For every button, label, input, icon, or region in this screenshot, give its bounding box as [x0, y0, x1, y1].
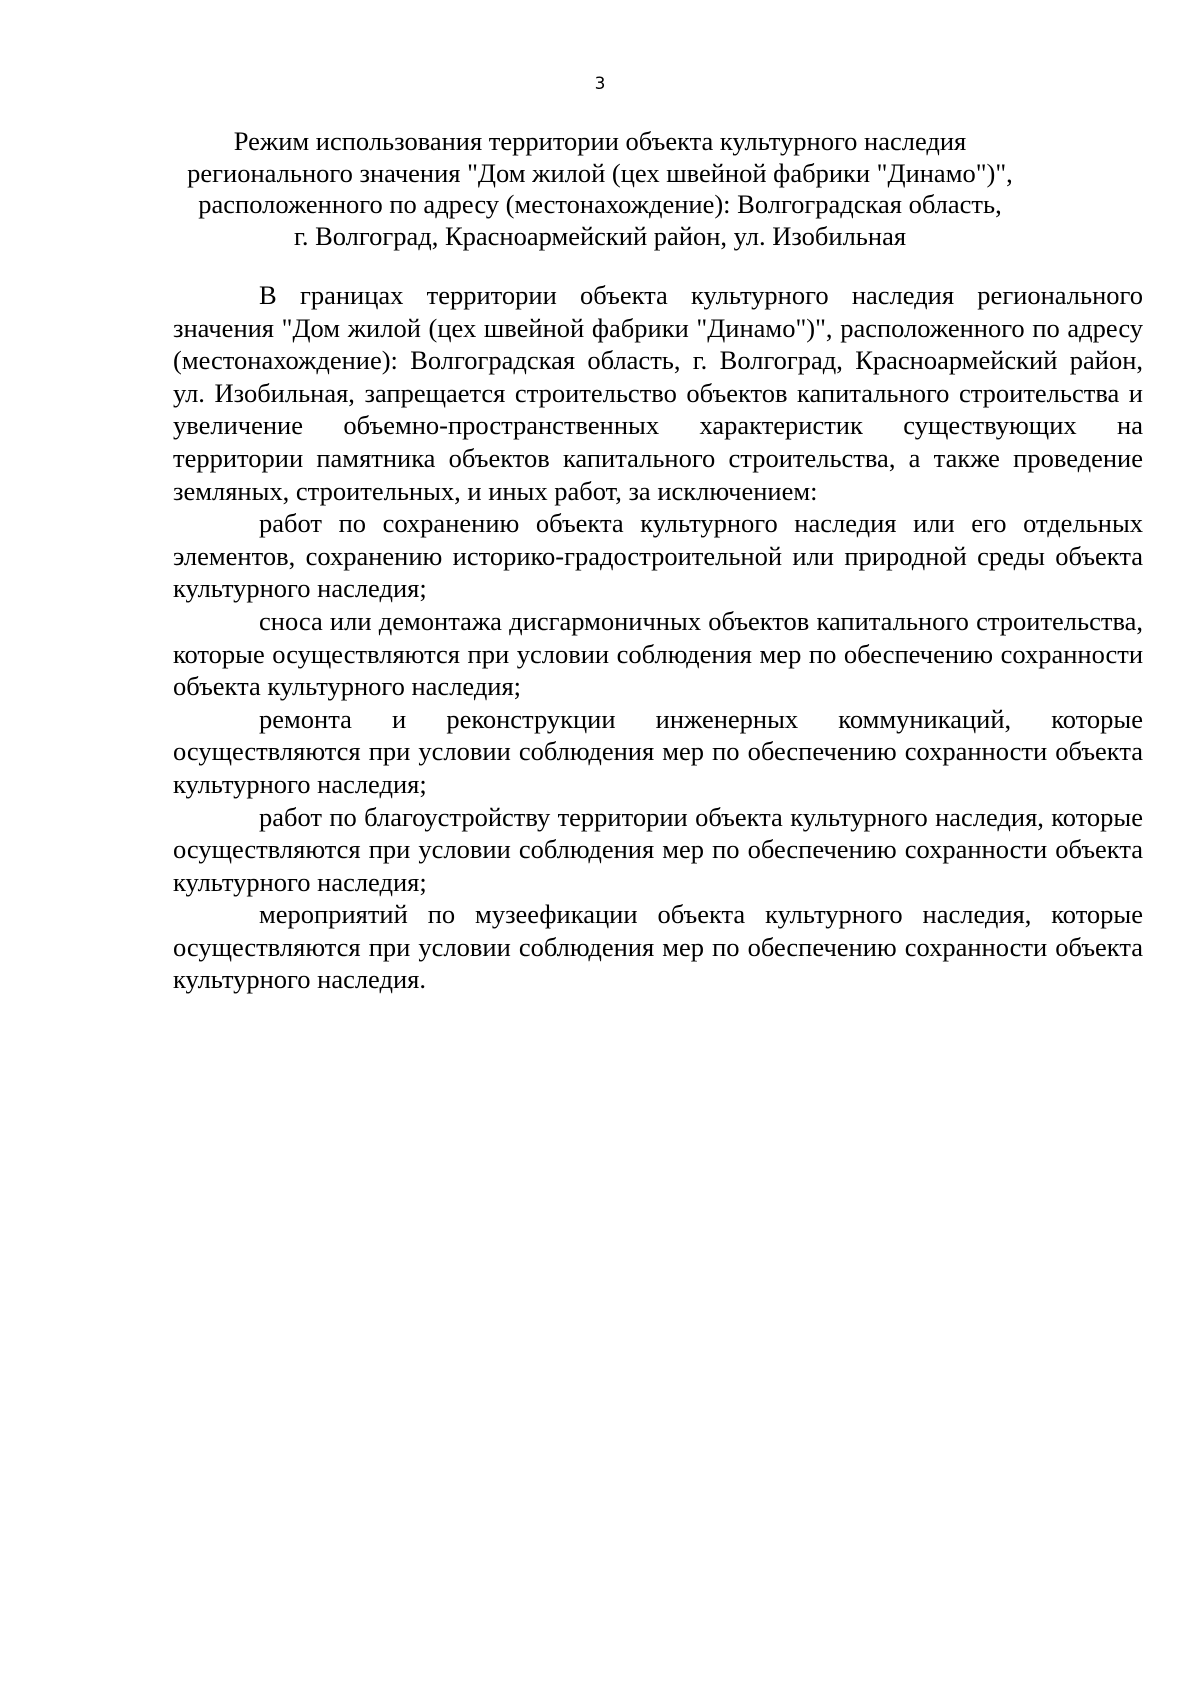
- title-line: регионального значения "Дом жилой (цех швейной фабрики "Динамо")",: [187, 157, 1013, 188]
- title-line: Режим использования территории объекта культурного наследия: [233, 126, 967, 156]
- body-paragraph-exception: сноса или демонтажа дисгармоничных объектов капитального строительства, которые осуществляются при условии соблюдения мер по обеспечению сохранности объекта культурного наследия;: [173, 605, 1143, 702]
- page-number: 3: [594, 74, 606, 94]
- body-paragraph-intro: В границах территории объекта культурного наследия регионального значения "Дом жилой (цех швейной фабрики "Динамо")", расположенного по адресу (местонахождение): Волгоградская область, г. Волгоград, Красноармейский район, ул. Изобильная, запрещается строительство объектов капитального строительства и увеличение объемно-пространственных характеристик существующих на территории памятника объектов капитального строительства, а также проведение земляных, строительных, и иных работ, за исключением:: [173, 280, 1143, 506]
- body-paragraph-exception: работ по сохранению объекта культурного наследия или его отдельных элементов, сохранению историко-градостроительной или природной среды объекта культурного наследия;: [173, 508, 1143, 604]
- document-body: [173, 279, 1143, 996]
- title-line: расположенного по адресу (местонахождение): Волгоградская область,: [198, 189, 1002, 219]
- title-line: г. Волгоград, Красноармейский район, ул. Изобильная: [293, 220, 907, 251]
- body-paragraph-exception: мероприятий по музеефикации объекта культурного наследия, которые осуществляются при условии соблюдения мер по обеспечению сохранности объекта культурного наследия.: [173, 899, 1143, 995]
- body-paragraph-exception: ремонта и реконструкции инженерных коммуникаций, которые осуществляются при условии соблюдения мер по обеспечению сохранности объекта культурного наследия;: [173, 703, 1143, 799]
- document-title: [150, 126, 1050, 252]
- body-paragraph-exception: работ по благоустройству территории объекта культурного наследия, которые осуществляются при условии соблюдения мер по обеспечению сохранности объекта культурного наследия;: [173, 801, 1143, 897]
